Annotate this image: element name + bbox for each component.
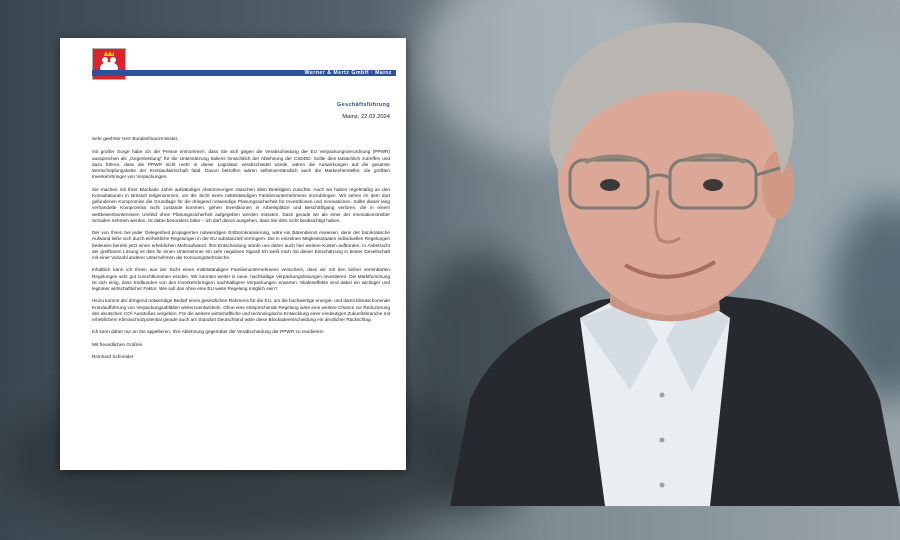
department-title: Geschäftsführung: [337, 102, 390, 108]
paragraph: Inhaltlich kann ich Ihnen aus der Sicht eines mittelständigen Familienunternehmens versichern, dass wir mit den bisher vereinbarten Regelungen sehr gut zurechtkommen würden. Wir könnten weiter in neue, nachhaltige Verpackungslösungen investieren. Die Marktforschung ist sich einig, dass Endkunden von den Inverkehrbringern nachhaltigere Verpackungen erwarten. Skaleneffekte sind dabei ein wichtiger und legitimer wirtschaftlicher Faktor. Wie soll das ohne eine EU weite Regelung möglich sein?: [92, 267, 390, 291]
paragraph: Der von Ihnen bei jeder Gelegenheit propagierten notwendigen Entbürokratisierung, wäre ein Bärendienst erwiesen, denn der bürokratische Aufwand ließe sich durch einheitliche Regelungen in der EU substanziell verringern. Die in einzelnen Mitgliedsstaaten individuellen Regelungen bedeuten bereits jetzt einen erheblichen Mehraufwand. Ihre Entscheidung würde uns daher auch hier weitere Kosten aufbürden. In Anbetracht der greifbaren Lösung ist dies für einen Unternehmer ein sehr negatives Signal! Ich weiß mich mit dieser Einschätzung in bester Gesellschaft mit einer Vielzahl anderer Unternehmen der Konsumgüterbranche.: [92, 230, 390, 260]
signature: Reinhard Schneider: [92, 353, 134, 359]
company-name: Werner & Mertz GmbH · Mainz: [304, 70, 392, 76]
portrait-photo: [430, 0, 900, 506]
paragraph: Sie machen mit Ihrer Blockade Jahre aufwändiger Abstimmungen zwischen allen Beteiligten zunichte. Auch wir haben regelmäßig an den Konsultationen in Brüssel teilgenommen, um die Sicht eines mittelständigen Familienunternehmens einzubringen. Wir sehen im dem dort gefundenen Kompromiss die Grundlage für die dringend notwendige Planungssicherheit für Investitionen und Innovationen. Sollte dieser lang verhandelte Kompromiss nicht zustande kommen, gehen Investitionen in Arbeitsplätze und Beschäftigung verloren, die in einem wettbewerbsintensiven Umfeld ohne Planungssicherheit aufgegeben werden müssten. Dass gerade wir als einer der innovationstreiber Schaden nehmen werden, ist dabei besonders bitter – ich darf davon ausgehen, dass Sie dies nicht beabsichtigt haben.: [92, 186, 390, 223]
letter-body: [92, 136, 390, 366]
salutation: Sehr geehrter Herr Bundesfinanzminister,: [92, 136, 179, 141]
paragraph: Hinzu kommt der dringend notwendige Bedarf eines gesetzlichen Rahmens für die EU, um die hochwertige energie- und damit klimaschonende Kreislaufführung von Verpackungsabfällen weiterzuentwickeln. Ohne eine entsprechende Regelung wäre eine weitere Chance zur Reduzierung des deutschen CO² Ausstoßes vergeben. Für die weitere wirtschaftliche und technologische Entwicklung einer eindeutigen Zukunftsbranche mit erheblichem Klimaschutzpotential gerade auch am Standort Deutschland wäre diese Blockadeentscheidung ein deutlicher Rückschlag.: [92, 298, 390, 322]
paragraph: Ich kann daher nur an Sie appellieren, Ihre Ablehnung gegenüber der Verabschiedung der PPWR zu revidieren!: [92, 329, 324, 335]
closing: Mit freundlichen Grüßen: [92, 341, 143, 347]
letter-date: Mainz, 22.02.2024: [342, 114, 390, 120]
letter-document: [60, 38, 406, 470]
paragraph: mit großer Sorge habe ich der Presse entnommen, dass Sie sich gegen die Verabschiedung der EU Verpackungsverordnung (PPWR) aussprechen als „Gegenleistung“ für die Unterstützung Italiens hinsichtlich der Ablehnung der CSDDD. Sollte dies tatsächlich zutreffen und dazu führen, dass die PPWR nicht mehr in dieser Legislatur verabschiedet würde, wären die Auswirkungen auf die gesamte Wertschöpfungskette der Kreislaufwirtschaft fatal. Davon betroffen wären selbstverständlich auch die Markenhersteller, die größten Inverkehrbringer von Verpackungen.: [92, 149, 390, 180]
